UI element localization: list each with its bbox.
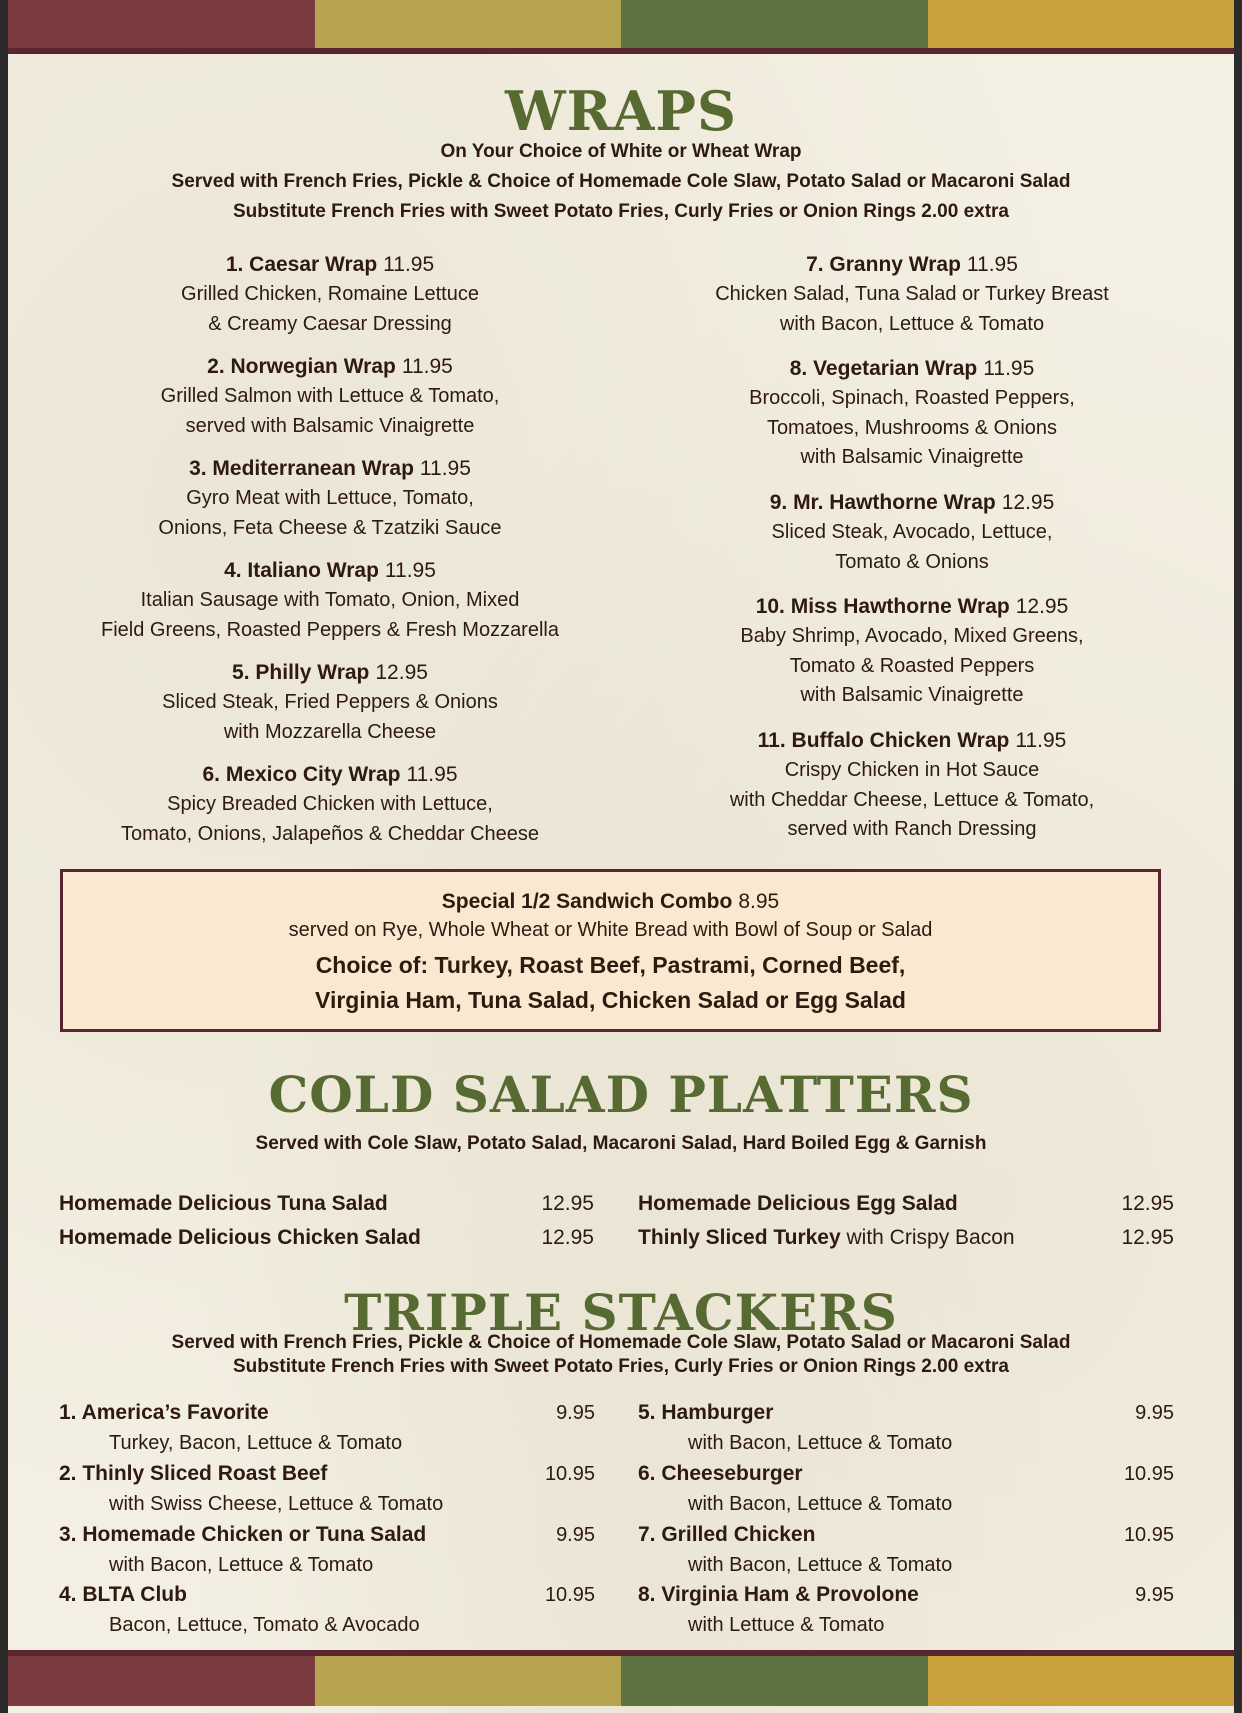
platter-price: 12.95 (541, 1192, 594, 1215)
stacker-price: 9.95 (556, 1524, 595, 1546)
wrap-description: Chicken Salad, Tuna Salad or Turkey Breast with Bacon, Lettuce & Tomato (715, 283, 1109, 335)
wrap-description: Grilled Salmon with Lettuce & Tomato, served with Balsamic Vinaigrette (160, 385, 500, 437)
stacker-description: with Bacon, Lettuce & Tomato (109, 1554, 374, 1576)
wrap-price: 12.95 (1001, 491, 1055, 514)
stacker-item (638, 1580, 1174, 1640)
wrap-description: Sliced Steak, Fried Peppers & Onions with Mozzarella Cheese (162, 691, 498, 743)
platters-subtitle: Served with Cole Slaw, Potato Salad, Macaroni Salad, Hard Boiled Egg & Garnish (255, 1133, 987, 1154)
platter-item: Thinly Sliced Turkey with Crispy Bacon (638, 1226, 1015, 1249)
wraps-title: WRAPS (504, 79, 738, 143)
stackers-subtitle-2: Substitute French Fries with Sweet Potato Fries, Curly Fries or Onion Rings 2.00 extra (232, 1356, 1009, 1377)
wrap-name: 2. Norwegian Wrap (207, 355, 396, 378)
stacker-price: 9.95 (1135, 1584, 1174, 1606)
stacker-description: with Bacon, Lettuce & Tomato (688, 1432, 953, 1454)
platter-name: Homemade Delicious Egg Salad (638, 1192, 958, 1215)
wrap-price: 11.95 (966, 253, 1018, 276)
stacker-price: 10.95 (544, 1584, 595, 1606)
stacker-description: with Bacon, Lettuce & Tomato (688, 1493, 953, 1515)
wrap-name: 9. Mr. Hawthorne Wrap (769, 491, 996, 514)
combo-title: Special 1/2 Sandwich Combo (441, 890, 733, 913)
wraps-right-column (642, 250, 1182, 845)
wrap-name: 11. Buffalo Chicken Wrap (757, 729, 1010, 752)
combo-choices: Choice of: Turkey, Roast Beef, Pastrami, Corned Beef, Virginia Ham, Tuna Salad, Chicken Salad or Egg Salad (315, 952, 906, 1013)
stacker-price: 10.95 (1123, 1463, 1174, 1485)
wrap-item (60, 556, 600, 658)
platter-item (638, 1187, 958, 1221)
stripe-green (621, 0, 928, 48)
wrap-price: 11.95 (383, 253, 435, 276)
wrap-description: Gyro Meat with Lettuce, Tomato, Onions, Feta Cheese & Tzatziki Sauce (158, 487, 502, 539)
stripe-maroon (8, 1656, 315, 1706)
wrap-name: 3. Mediterranean Wrap (189, 457, 414, 480)
stripe-olive (315, 1656, 622, 1706)
wraps-subtitle-2: Served with French Fries, Pickle & Choice of Homemade Cole Slaw, Potato Salad or Macaroni Salad (171, 171, 1071, 192)
wrap-price: 11.95 (401, 355, 453, 378)
wrap-description: Crispy Chicken in Hot Sauce with Cheddar Cheese, Lettuce & Tomato, served with Ranch Dressing (729, 759, 1095, 840)
stacker-item (638, 1520, 1174, 1580)
wrap-description: Grilled Chicken, Romaine Lettuce & Creamy Caesar Dressing (181, 283, 479, 335)
wrap-item (642, 354, 1182, 488)
wrap-name: 7. Granny Wrap (806, 253, 961, 276)
wrap-price: 11.95 (1015, 729, 1067, 752)
wrap-item (642, 726, 1182, 845)
stripe-maroon (8, 0, 315, 48)
stacker-item (638, 1459, 1174, 1519)
platter-name: Homemade Delicious Chicken Salad (59, 1226, 421, 1249)
stacker-price: 10.95 (544, 1463, 595, 1485)
platter-price: 12.95 (1121, 1192, 1174, 1215)
wrap-price: 11.95 (419, 457, 471, 480)
wrap-description: Italian Sausage with Tomato, Onion, Mixed Field Greens, Roasted Peppers & Fresh Mozzarella (101, 589, 559, 641)
platter-name: Homemade Delicious Tuna Salad (59, 1192, 388, 1215)
stacker-item (59, 1459, 595, 1519)
stacker-item (59, 1520, 595, 1580)
stacker-name: 1. America’s Favorite (59, 1401, 269, 1424)
stacker-description: Turkey, Bacon, Lettuce & Tomato (109, 1432, 403, 1454)
stacker-description: with Bacon, Lettuce & Tomato (688, 1554, 953, 1576)
wrap-price: 12.95 (1015, 595, 1069, 618)
sandwich-combo-box (60, 869, 1161, 1032)
wrap-name: 8. Vegetarian Wrap (789, 357, 978, 380)
wrap-name: 4. Italiano Wrap (224, 559, 379, 582)
combo-price: 8.95 (738, 890, 780, 913)
wrap-item (60, 352, 600, 454)
stacker-item (59, 1580, 595, 1640)
wrap-item (60, 454, 600, 556)
wrap-description: Baby Shrimp, Avocado, Mixed Greens, Tomato & Roasted Peppers with Balsamic Vinaigrette (740, 625, 1084, 706)
wrap-item (642, 250, 1182, 354)
stacker-name: 6. Cheeseburger (638, 1462, 803, 1485)
wrap-item (60, 658, 600, 760)
stacker-name: 3. Homemade Chicken or Tuna Salad (59, 1523, 427, 1546)
wrap-description: Spicy Breaded Chicken with Lettuce, Tomato, Onions, Jalapeños & Cheddar Cheese (120, 793, 540, 845)
stacker-name: 4. BLTA Club (59, 1583, 187, 1606)
wrap-price: 11.95 (384, 559, 436, 582)
wrap-price: 12.95 (375, 661, 428, 684)
stacker-price: 9.95 (1135, 1402, 1174, 1424)
stacker-name: 8. Virginia Ham & Provolone (638, 1583, 919, 1606)
bottom-color-stripe (8, 1650, 1234, 1706)
stackers-title: TRIPLE STACKERS (344, 1283, 898, 1342)
stacker-name: 2. Thinly Sliced Roast Beef (59, 1462, 328, 1485)
stacker-item (59, 1398, 595, 1458)
wrap-item (60, 760, 600, 849)
stackers-subtitle-1: Served with French Fries, Pickle & Choice of Homemade Cole Slaw, Potato Salad or Macaroni Salad (171, 1332, 1071, 1353)
wrap-price: 11.95 (983, 357, 1035, 380)
wrap-price: 11.95 (406, 763, 458, 786)
wrap-name: 1. Caesar Wrap (225, 253, 378, 276)
stripe-olive (315, 0, 622, 48)
wrap-description: Sliced Steak, Avocado, Lettuce, Tomato & Onions (771, 521, 1053, 573)
stacker-price: 9.95 (556, 1402, 595, 1424)
stacker-item (638, 1398, 1174, 1458)
platters-title: COLD SALAD PLATTERS (268, 1065, 974, 1124)
stripe-gold (928, 0, 1235, 48)
top-color-stripe (8, 0, 1234, 54)
platter-item (59, 1221, 421, 1255)
wrap-item (642, 488, 1182, 592)
platter-name: Thinly Sliced Turkey (638, 1226, 841, 1249)
platter-price: 12.95 (1121, 1226, 1174, 1249)
wrap-item (60, 250, 600, 352)
wraps-subtitle-1: On Your Choice of White or Wheat Wrap (440, 141, 802, 162)
menu-page (8, 0, 1234, 1713)
platter-price: 12.95 (541, 1226, 594, 1249)
stripe-green (621, 1656, 928, 1706)
wrap-description: Broccoli, Spinach, Roasted Peppers, Tomatoes, Mushrooms & Onions with Balsamic Vinaigrette (749, 387, 1075, 468)
stacker-description: with Swiss Cheese, Lettuce & Tomato (109, 1493, 444, 1515)
stripe-gold (928, 1656, 1235, 1706)
stacker-description: with Lettuce & Tomato (688, 1614, 885, 1636)
platter-item (59, 1187, 388, 1221)
wrap-name: 5. Philly Wrap (232, 661, 370, 684)
stacker-description: Bacon, Lettuce, Tomato & Avocado (109, 1614, 420, 1636)
stacker-name: 7. Grilled Chicken (638, 1523, 816, 1546)
wrap-item (642, 592, 1182, 726)
stacker-price: 10.95 (1123, 1524, 1174, 1546)
wrap-name: 6. Mexico City Wrap (202, 763, 401, 786)
wrap-name: 10. Miss Hawthorne Wrap (755, 595, 1010, 618)
combo-description: served on Rye, Whole Wheat or White Bread with Bowl of Soup or Salad (288, 919, 933, 941)
stacker-name: 5. Hamburger (638, 1401, 774, 1424)
wraps-left-column (60, 250, 600, 849)
wraps-subtitle-3: Substitute French Fries with Sweet Potato Fries, Curly Fries or Onion Rings 2.00 extra (232, 201, 1009, 222)
